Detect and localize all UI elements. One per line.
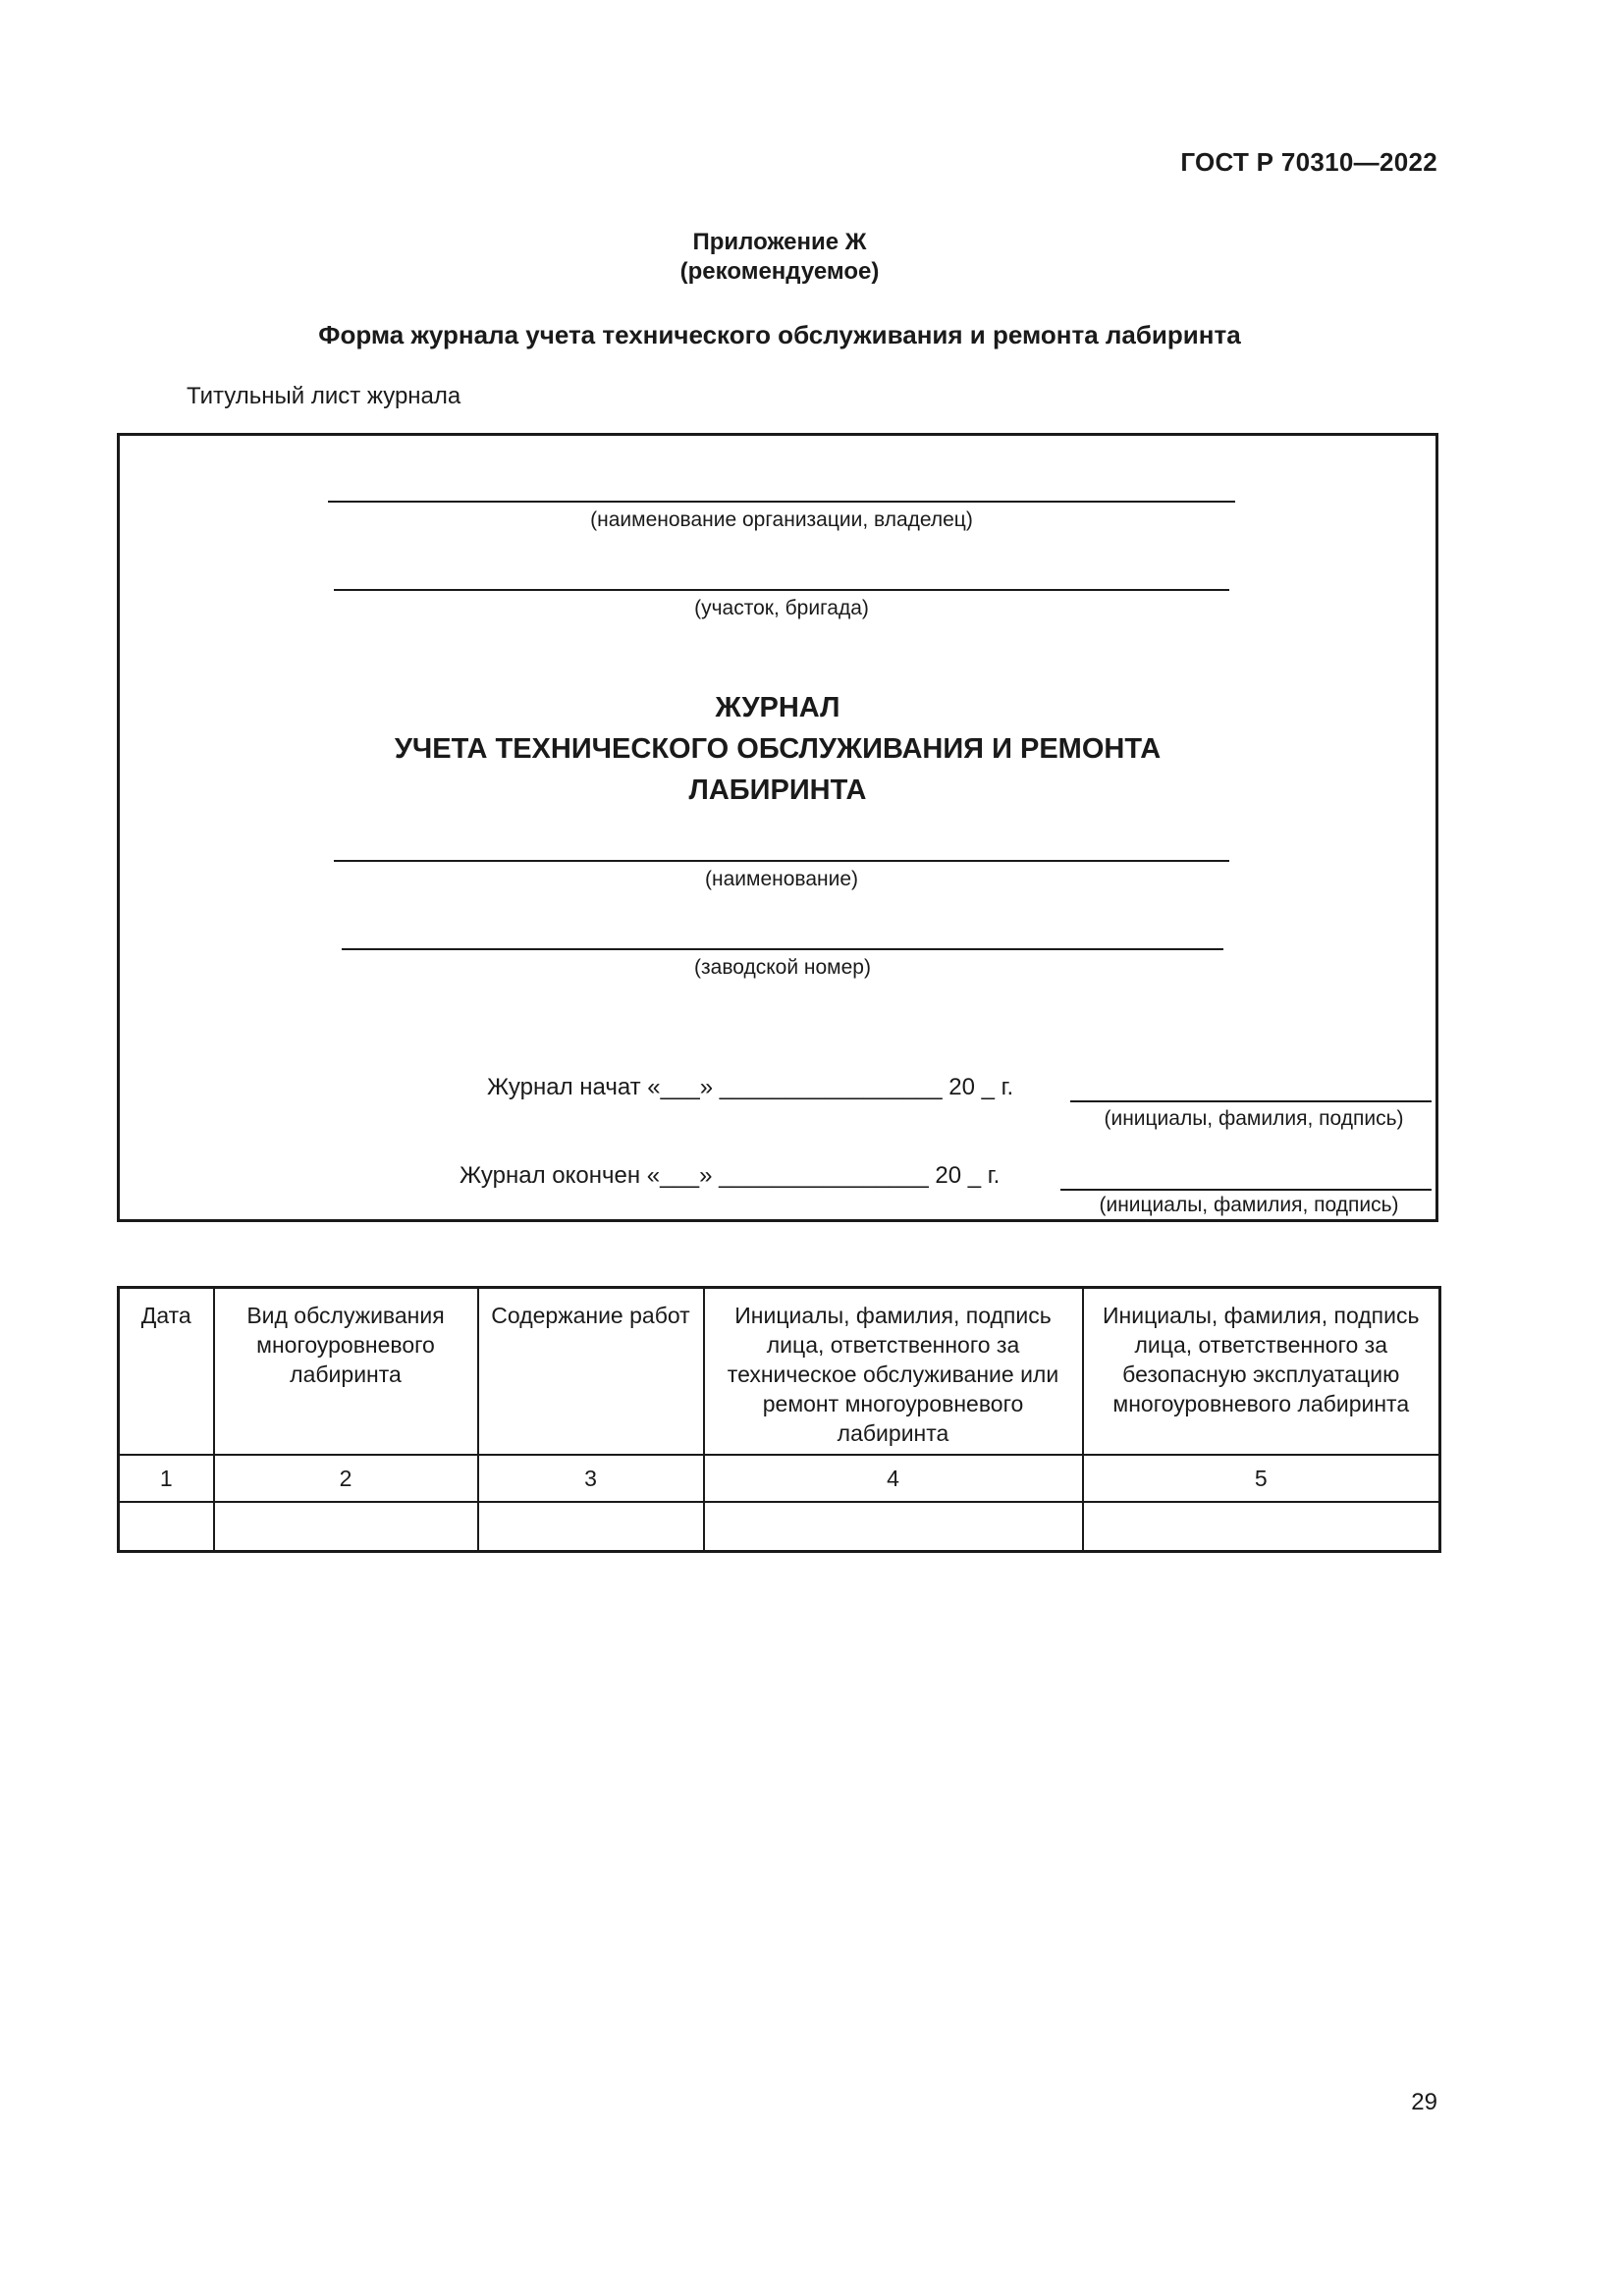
column-number: 4 <box>704 1455 1083 1502</box>
column-number: 3 <box>478 1455 704 1502</box>
journal-heading <box>120 687 1435 811</box>
section-fill-line <box>334 589 1229 591</box>
finished-signature-line <box>1060 1189 1432 1191</box>
finished-signature-caption: (инициалы, фамилия, подпись) <box>1099 1194 1399 1216</box>
table-cell <box>119 1502 214 1552</box>
journal-heading-line-3: ЛАБИРИНТА <box>688 774 867 806</box>
column-header-maintenance-responsible: Инициалы, фамилия, подпись лица, ответственного за техническое обслуживание или ремонт многоуровневого лабиринта <box>704 1288 1083 1456</box>
organization-fill-line <box>328 501 1235 503</box>
appendix-title: Приложение Ж <box>692 229 867 255</box>
column-header-date: Дата <box>119 1288 214 1456</box>
register-table <box>117 1286 1441 1553</box>
column-header-work-content: Содержание работ <box>478 1288 704 1456</box>
started-signature-line <box>1070 1100 1432 1102</box>
column-header-safety-responsible: Инициалы, фамилия, подпись лица, ответственного за безопасную эксплуатацию многоуровневого лабиринта <box>1083 1288 1440 1456</box>
register-table-empty-row <box>119 1502 1440 1552</box>
column-number: 2 <box>214 1455 478 1502</box>
table-cell <box>1083 1502 1440 1552</box>
column-header-service-type: Вид обслуживания многоуровневого лабиринта <box>214 1288 478 1456</box>
name-fill-line <box>334 860 1229 862</box>
journal-heading-line-1: ЖУРНАЛ <box>715 692 840 723</box>
appendix-subtitle: (рекомендуемое) <box>679 258 880 285</box>
title-page-label: Титульный лист журнала <box>187 383 461 409</box>
journal-heading-line-2: УЧЕТА ТЕХНИЧЕСКОГО ОБСЛУЖИВАНИЯ И РЕМОНТА <box>394 733 1162 765</box>
started-signature-caption: (инициалы, фамилия, подпись) <box>1104 1107 1404 1130</box>
table-cell <box>478 1502 704 1552</box>
table-cell <box>704 1502 1083 1552</box>
page-number: 29 <box>1411 2089 1437 2115</box>
appendix-heading <box>0 228 1559 287</box>
name-caption: (наименование) <box>705 868 858 890</box>
table-cell <box>214 1502 478 1552</box>
serial-caption: (заводской номер) <box>694 956 871 979</box>
column-number: 5 <box>1083 1455 1440 1502</box>
journal-finished-text: Журнал окончен «___» ________________ 20 _ г. <box>460 1162 1001 1189</box>
organization-caption: (наименование организации, владелец) <box>590 508 973 531</box>
register-table-header-row <box>119 1288 1440 1456</box>
journal-started-text: Журнал начат «___» _________________ 20 _ г. <box>487 1074 1014 1100</box>
register-table-number-row <box>119 1455 1440 1502</box>
section-caption: (участок, бригада) <box>694 597 869 619</box>
form-title: Форма журнала учета технического обслуживания и ремонта лабиринта <box>318 320 1241 349</box>
column-number: 1 <box>119 1455 214 1502</box>
title-page-frame <box>117 433 1438 1222</box>
serial-fill-line <box>342 948 1223 950</box>
document-code: ГОСТ Р 70310—2022 <box>1180 147 1437 177</box>
